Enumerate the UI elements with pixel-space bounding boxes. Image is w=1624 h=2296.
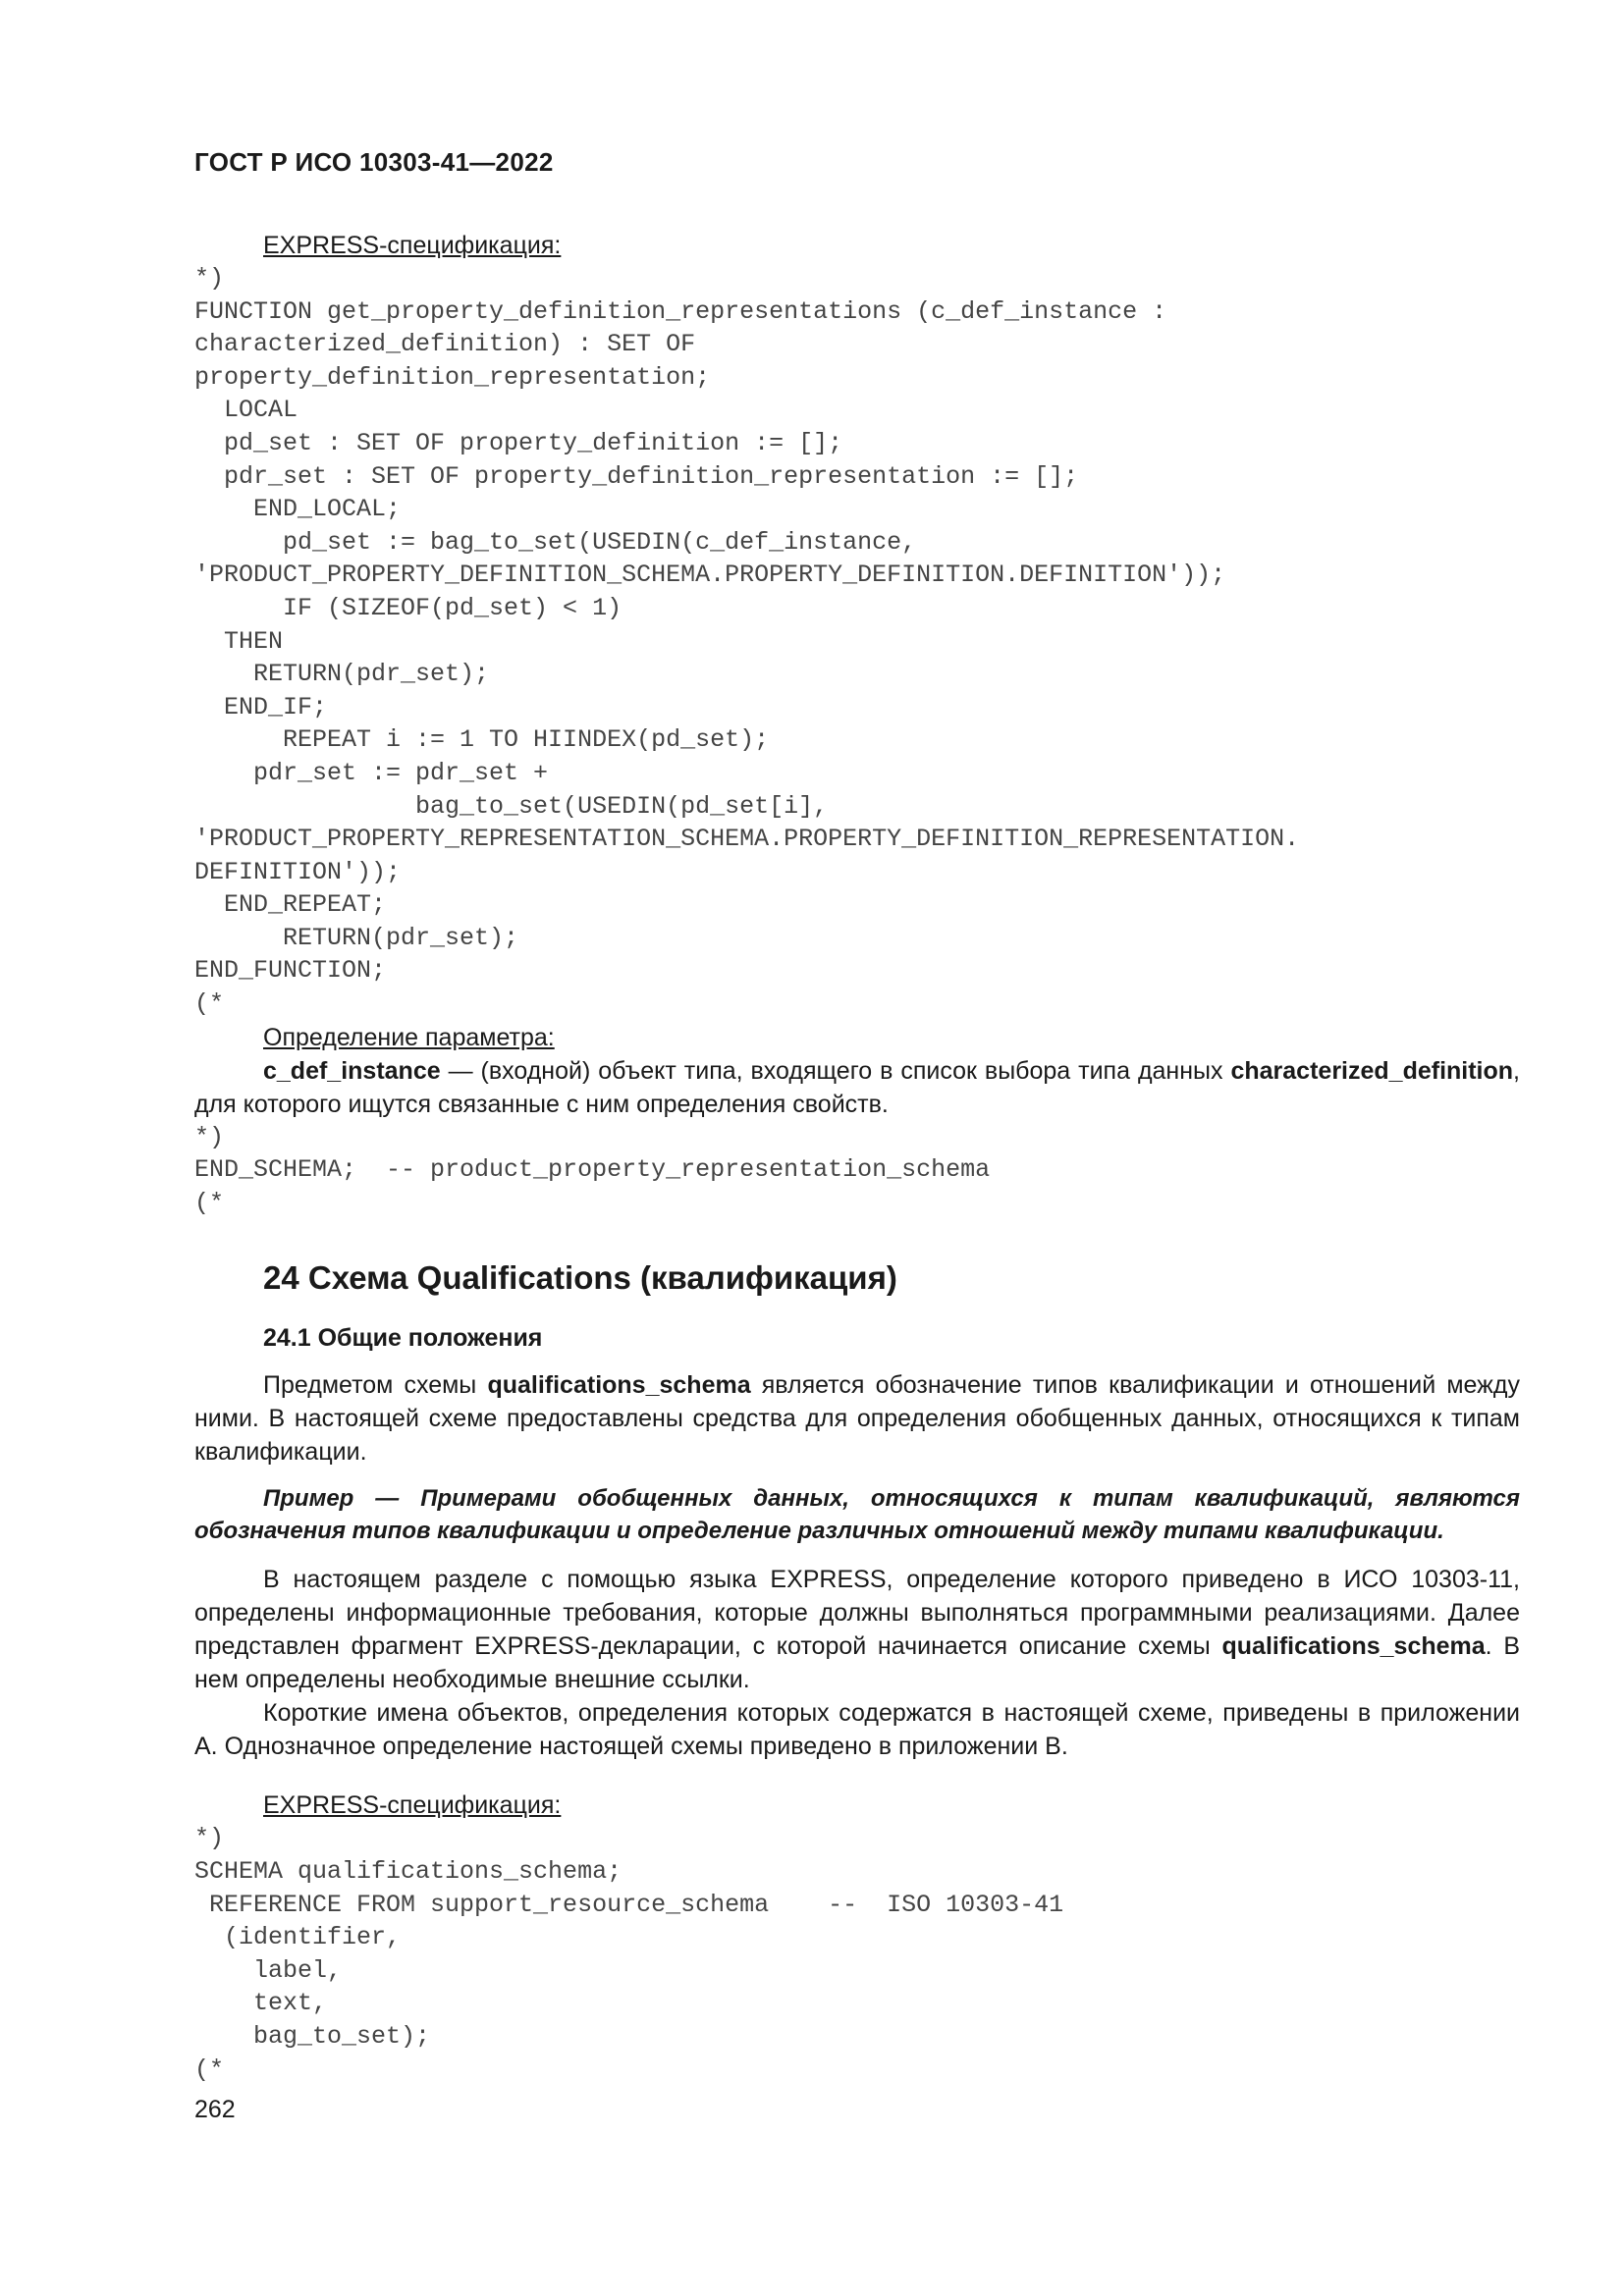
parameter-definition-text	[194, 1054, 1520, 1121]
schema-name-bold: qualifications_schema	[487, 1371, 751, 1400]
page-number: 262	[194, 2096, 236, 2124]
document-header: ГОСТ Р ИСО 10303-41—2022	[194, 147, 554, 177]
parameter-description-end: , для которого ищутся связанные с ним определения свойств.	[194, 1056, 1520, 1118]
parameter-description: — (входной) объект типа, входящего в список выбора типа данных	[440, 1056, 1231, 1085]
express-code-end-schema: *) END_SCHEMA; -- product_property_representation_schema (*	[194, 1122, 991, 1217]
express-spec-label-2: EXPRESS-спецификация:	[263, 1791, 562, 1820]
parameter-name: c_def_instance	[263, 1056, 441, 1085]
parameter-definition-label: Определение параметра:	[263, 1023, 555, 1051]
paragraph-intro: Предметом схемы qualifications_schema является обозначение типов квалификации и отношений между ними. В настоящей схеме предоставлены средства для определения обобщенных данных, относящихся к типам квалификации.	[194, 1371, 1520, 1467]
subsection-heading: 24.1 Общие положения	[263, 1324, 543, 1353]
paragraph-short-names: Короткие имена объектов, определения которых содержатся в настоящей схеме, приведены в приложении А. Однозначное определение настоящей схемы приведено в приложении В.	[194, 1699, 1520, 1761]
express-code-function: *) FUNCTION get_property_definition_representations (c_def_instance : characterized_definition) : SET OF property_definition_representation; LOCAL pd_set : SET OF property_definition := []; pdr_set : SET OF property_definition_representation := []; END_LOCAL; pd_set := bag_to_set(USEDIN(c_def_instance, 'PRODUCT_PROPERTY_DEFINITION_SCHEMA.PROPERTY_DEFINITION.DEFINITION')); IF (SIZEOF(pd_set) < 1) THEN RETURN(pdr_set); END_IF; REPEAT i := 1 TO HIINDEX(pd_set); pdr_set := pdr_set + bag_to_set(USEDIN(pd_set[i], 'PRODUCT_PROPERTY_REPRESENTATION_SCHEMA.PROPERTY_DEFINITION_REPRESENTATION. DEFINITION')); END_REPEAT; RETURN(pdr_set); END_FUNCTION; (*	[194, 264, 1300, 1019]
parameter-type-name: characterized_definition	[1230, 1056, 1514, 1085]
section-heading: 24 Схема Qualifications (квалификация)	[263, 1259, 897, 1297]
paragraph-express: В настоящем разделе с помощью языка EXPRESS, определение которого приведено в ИСО 10303-11, определены информационные требования, которые должны выполняться программными реализациями. Далее представлен фрагмент EXPRESS-декларации, с которой начинается описание схемы qualifications_schema. В нем определены необходимые внешние ссылки.	[194, 1566, 1520, 1694]
express-code-schema: *) SCHEMA qualifications_schema; REFERENCE FROM support_resource_schema -- ISO 10303-41 (identifier, label, text, bag_to_set); (*	[194, 1824, 1064, 2084]
schema-name-bold-2: qualifications_schema	[1221, 1632, 1486, 1661]
express-spec-label: EXPRESS-спецификация:	[263, 232, 562, 259]
document-page	[194, 147, 1520, 2124]
example-note: Пример — Примерами обобщенных данных, относящихся к типам квалификаций, являются обозначения типов квалификации и определение различных отношений между типами квалификации.	[194, 1485, 1520, 1545]
